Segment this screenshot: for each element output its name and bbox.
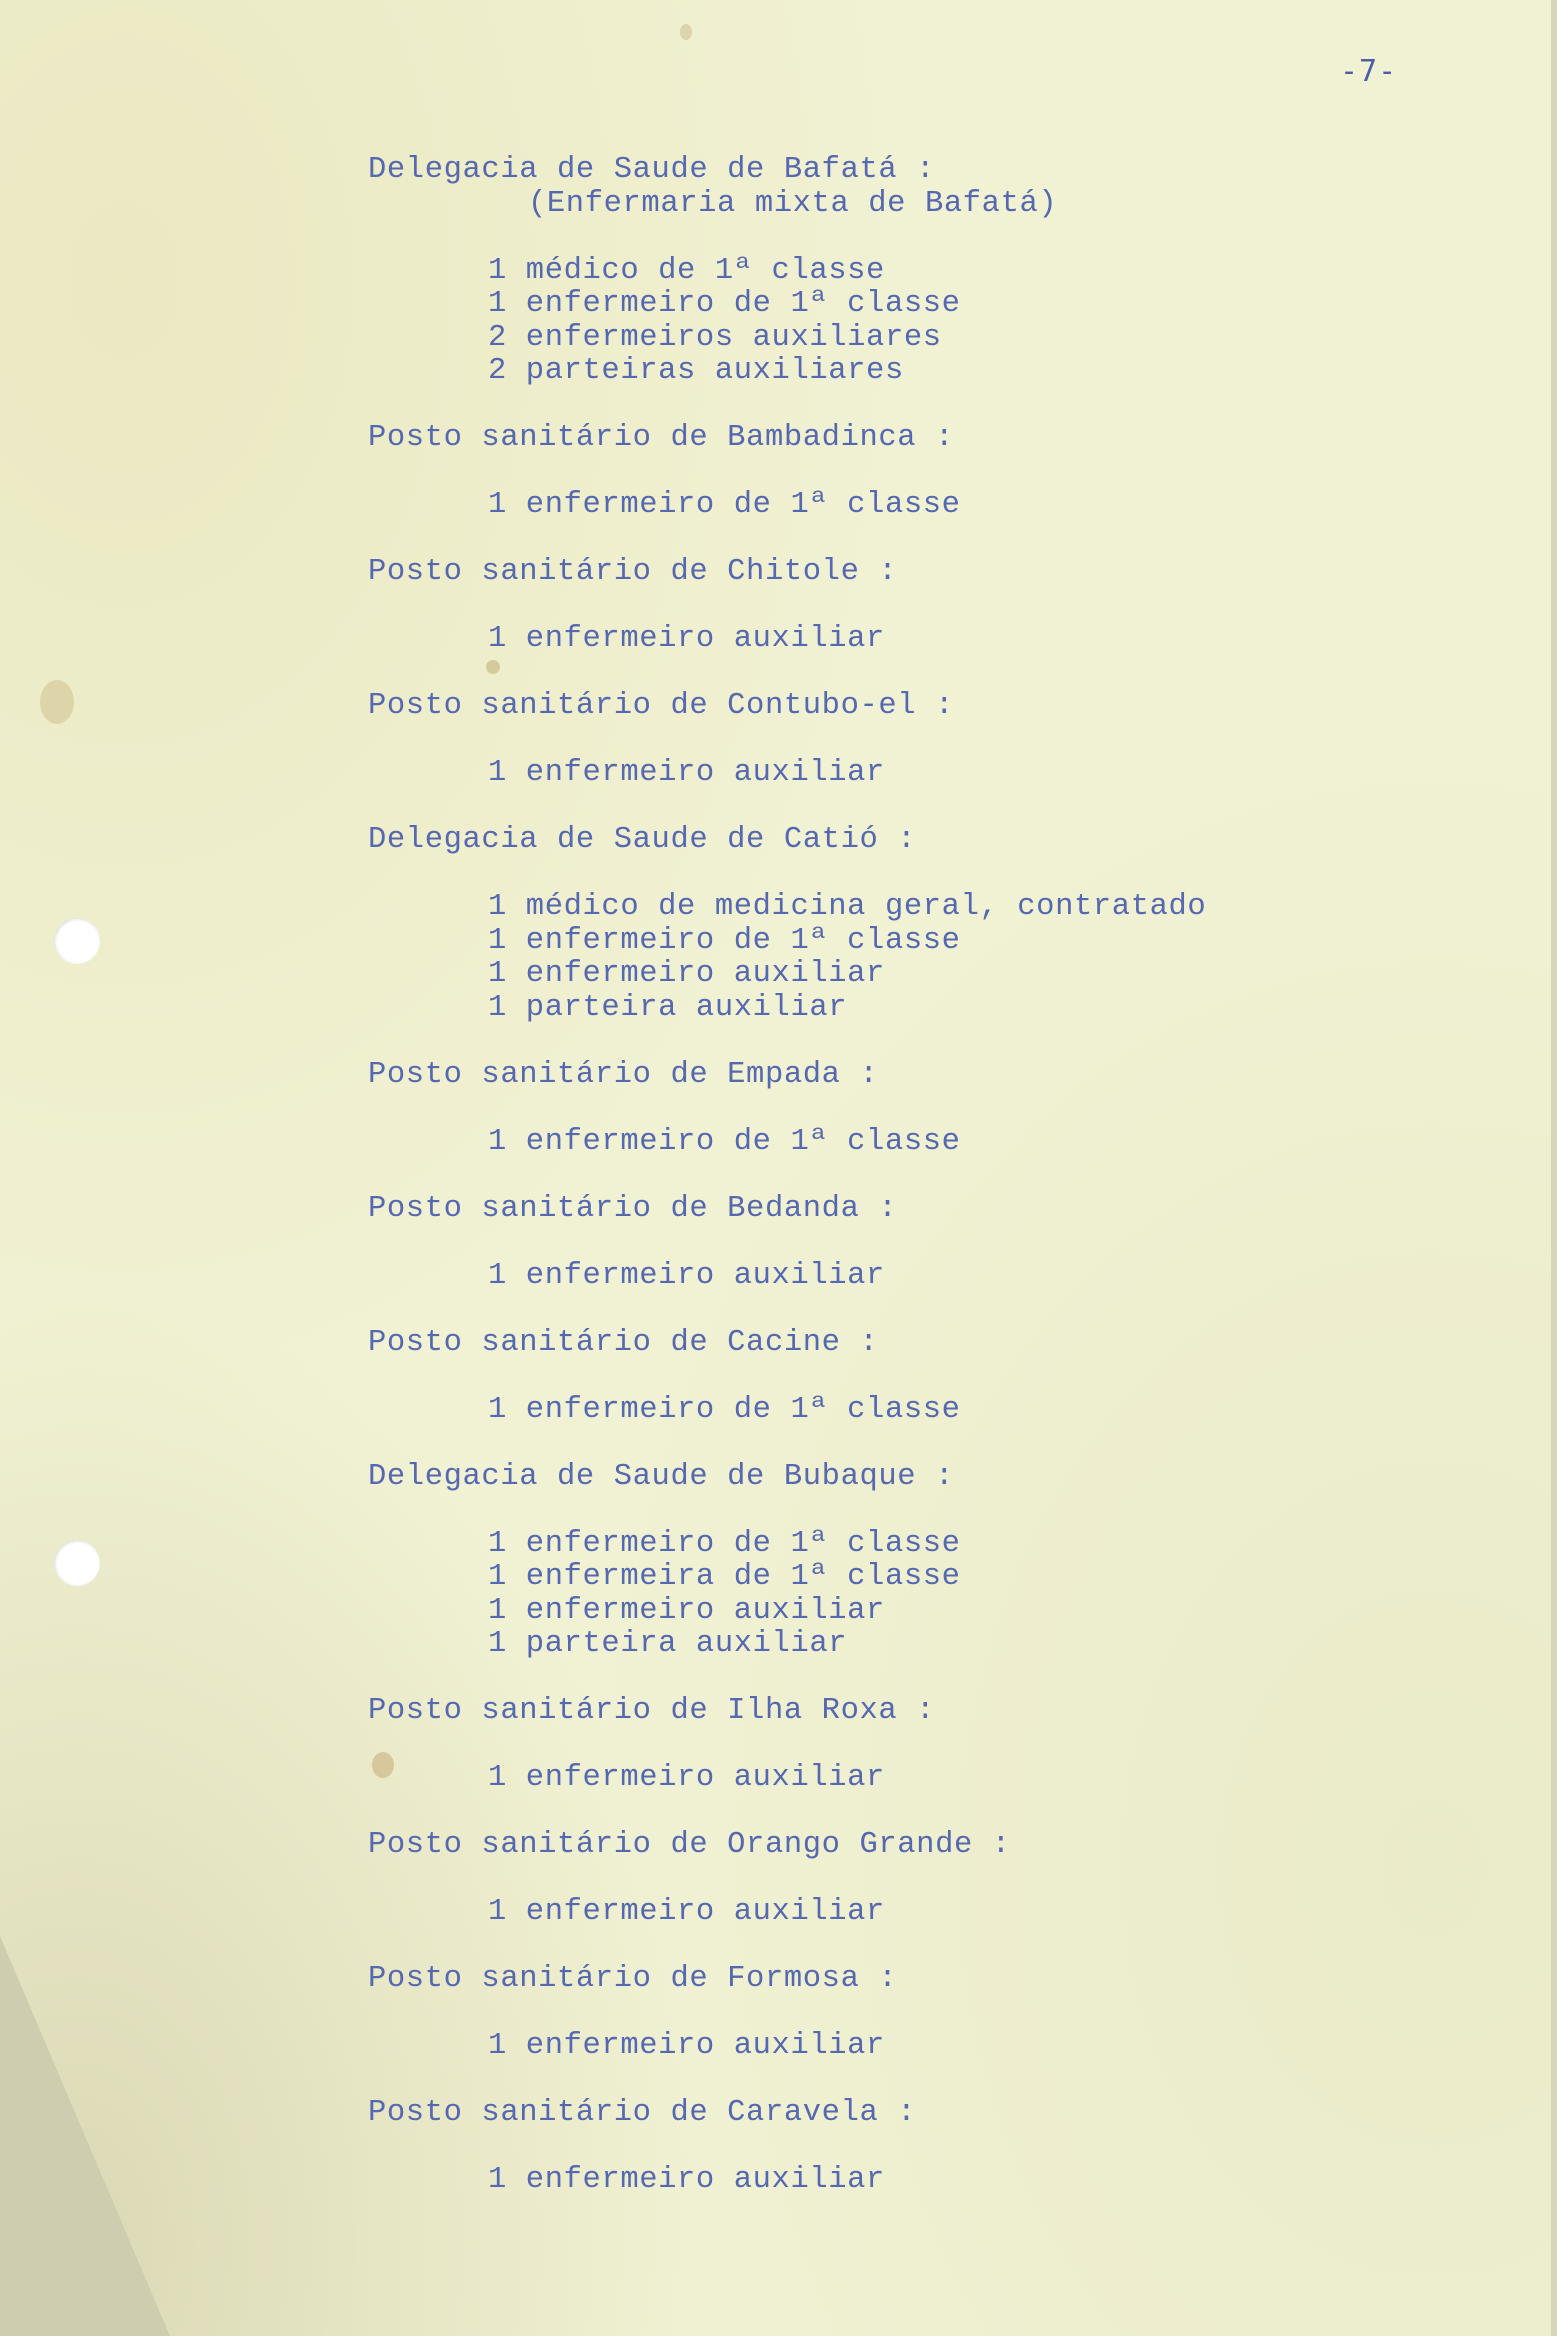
section-heading: Posto sanitário de Formosa : — [368, 1962, 898, 1996]
staff-list — [368, 623, 1488, 657]
section-orango-grande — [368, 1829, 1488, 1930]
staff-line: 1 parteira auxiliar — [488, 990, 848, 1025]
page-number: -7- — [1340, 54, 1398, 89]
section-heading: Posto sanitário de Empada : — [368, 1057, 879, 1092]
section-bubaque — [368, 1461, 1488, 1662]
staff-line: 1 enfermeira de 1ª classe — [488, 1560, 961, 1594]
punch-hole — [54, 1540, 100, 1586]
section-empada — [368, 1059, 1488, 1160]
folded-corner — [0, 1936, 170, 2336]
staff-line: 1 enfermeiro de 1ª classe — [488, 1124, 961, 1159]
staff-list — [368, 489, 1488, 523]
staff-line: 1 enfermeiro de 1ª classe — [488, 1392, 961, 1427]
staff-line: 1 enfermeiro auxiliar — [488, 622, 885, 656]
staff-line: 1 enfermeiro de 1ª classe — [488, 488, 961, 522]
section-heading: Posto sanitário de Caravela : — [368, 2096, 917, 2130]
staff-list — [368, 1394, 1488, 1428]
section-chitole — [368, 556, 1488, 657]
staff-line: 1 enfermeiro auxiliar — [488, 1761, 885, 1795]
section-cacine — [368, 1327, 1488, 1428]
section-contubo-el — [368, 690, 1488, 791]
section-ilha-roxa — [368, 1695, 1488, 1796]
staff-line: 1 enfermeiro auxiliar — [488, 1895, 885, 1929]
section-caravela — [368, 2097, 1488, 2198]
staff-list — [368, 1896, 1488, 1930]
staff-list — [368, 757, 1488, 791]
staff-list — [368, 2030, 1488, 2064]
paper-stain — [680, 24, 692, 40]
section-heading: Delegacia de Saude de Catió : — [368, 823, 917, 857]
section-heading: Delegacia de Saude de Bubaque : — [368, 1459, 954, 1494]
section-heading: Posto sanitário de Orango Grande : — [368, 1828, 1011, 1862]
section-heading: Delegacia de Saude de Bafatá : — [368, 153, 936, 187]
staff-line: 1 enfermeiro de 1ª classe — [488, 1526, 961, 1561]
staff-line: 1 médico de medicina geral, contratado — [488, 890, 1207, 924]
paper-stain — [40, 680, 74, 724]
section-catio — [368, 824, 1488, 1025]
staff-line: 1 enfermeiro de 1ª classe — [488, 287, 961, 321]
section-heading: Posto sanitário de Chitole : — [368, 555, 898, 589]
staff-list — [368, 2164, 1488, 2198]
section-formosa — [368, 1963, 1488, 2064]
section-heading: Posto sanitário de Cacine : — [368, 1325, 879, 1360]
staff-line: 1 parteira auxiliar — [488, 1627, 848, 1661]
staff-list — [368, 1260, 1488, 1294]
section-heading: Posto sanitário de Bambadinca : — [368, 421, 954, 455]
staff-list — [368, 1762, 1488, 1796]
staff-line: 2 enfermeiros auxiliares — [488, 320, 942, 355]
staff-list — [368, 255, 1488, 389]
section-heading: Posto sanitário de Bedanda : — [368, 1191, 898, 1226]
section-heading: Posto sanitário de Ilha Roxa : — [368, 1694, 936, 1728]
section-bambadinca — [368, 422, 1488, 523]
staff-line: 1 enfermeiro auxiliar — [488, 2029, 885, 2063]
staff-line: 1 médico de 1ª classe — [488, 253, 885, 288]
staff-list — [368, 1126, 1488, 1160]
staff-list — [368, 1528, 1488, 1662]
section-bedanda — [368, 1193, 1488, 1294]
section-subheading: (Enfermaria mixta de Bafatá) — [528, 186, 1058, 221]
staff-line: 1 enfermeiro auxiliar — [488, 2163, 885, 2197]
section-bafata — [368, 154, 1488, 389]
staff-line: 1 enfermeiro auxiliar — [488, 1258, 885, 1293]
staff-listing — [368, 154, 1488, 2198]
staff-list — [368, 891, 1488, 1025]
punch-hole — [54, 918, 100, 964]
staff-line: 1 enfermeiro auxiliar — [488, 957, 885, 991]
staff-line: 1 enfermeiro auxiliar — [488, 756, 885, 790]
paper-edge — [1551, 0, 1557, 2336]
section-heading: Posto sanitário de Contubo-el : — [368, 689, 954, 723]
staff-line: 1 enfermeiro de 1ª classe — [488, 923, 961, 958]
staff-line: 2 parteiras auxiliares — [488, 354, 904, 388]
staff-line: 1 enfermeiro auxiliar — [488, 1593, 885, 1628]
